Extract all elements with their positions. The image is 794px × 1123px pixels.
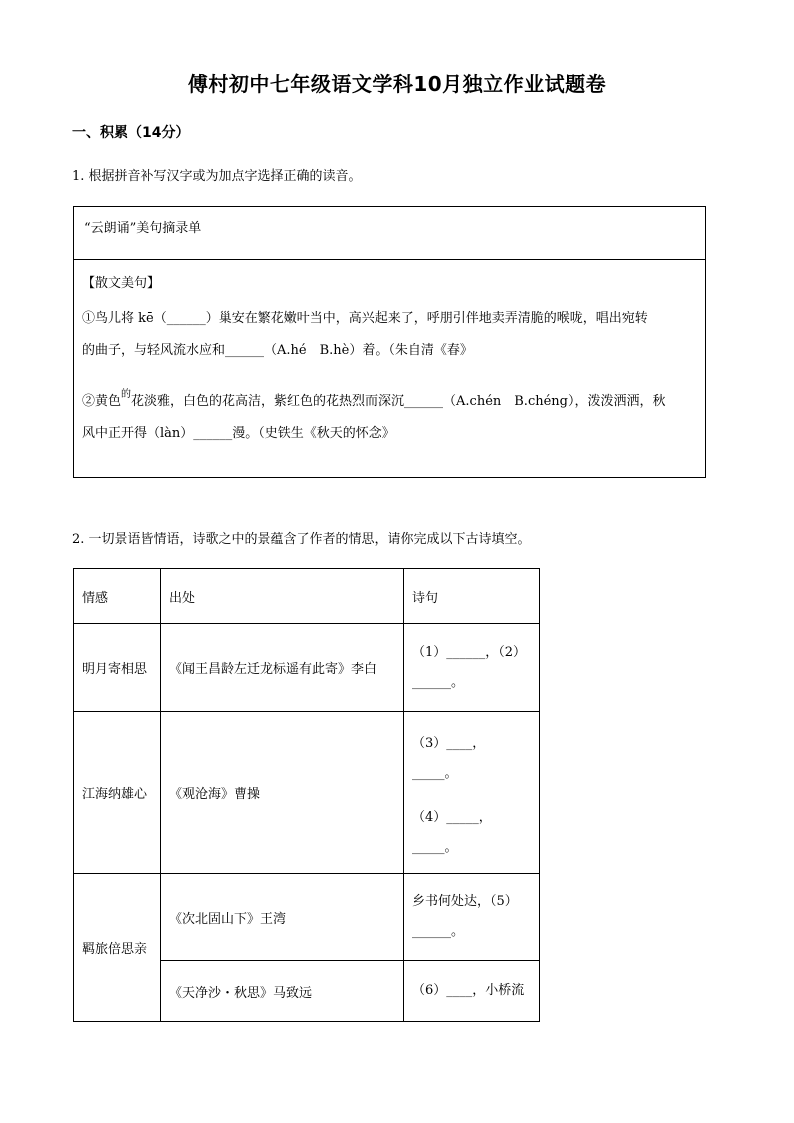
verse-line: （6）____，小桥流 bbox=[412, 983, 525, 998]
table-row bbox=[74, 874, 540, 961]
verse-cell bbox=[404, 961, 540, 1022]
emotion-cell: 羁旅倍思亲 bbox=[74, 874, 161, 1022]
verse-line: _____。 bbox=[412, 839, 458, 855]
verse-cell bbox=[404, 712, 540, 874]
paragraph-2-line-1-rest: 花淡雅，白色的花高洁，紫红色的花热烈而深沉______（A.chén B.chéng），泼泼洒洒，秋 bbox=[131, 394, 666, 409]
verse-line: ______。 bbox=[412, 924, 465, 939]
excerpt-paragraph-1 bbox=[82, 303, 695, 367]
header-emotion: 情感 bbox=[74, 569, 161, 624]
paragraph-2-line-2: 风中正开得（làn）______漫。（史铁生《秋天的怀念》 bbox=[82, 426, 395, 441]
question-1-prompt: 1. 根据拼音补写汉字或为加点字选择正确的读音。 bbox=[72, 169, 362, 184]
excerpt-paragraph-2 bbox=[82, 379, 695, 450]
paragraph-1-line-2: 的曲子，与轻风流水应和______（A.hé B.hè）着。（朱自清《春》 bbox=[82, 343, 473, 358]
verse-cell bbox=[404, 874, 540, 961]
verse-line: （1）______，（2） bbox=[412, 644, 527, 660]
table-row bbox=[74, 712, 540, 874]
verse-line: （3）____， bbox=[412, 735, 486, 751]
question-2-prompt: 2. 一切景语皆情语，诗歌之中的景蕴含了作者的情思，请你完成以下古诗填空。 bbox=[72, 532, 531, 547]
paragraph-2-line-1 bbox=[82, 379, 695, 418]
table-header-row bbox=[74, 569, 540, 624]
emotion-cell: 江海纳雄心 bbox=[74, 712, 161, 874]
verse-line: _____。 bbox=[412, 765, 458, 781]
header-verse: 诗句 bbox=[404, 569, 540, 624]
source-cell: 《天净沙・秋思》马致远 bbox=[161, 961, 404, 1022]
paragraph-2-line-1-start: ②黄色 bbox=[82, 394, 122, 409]
document-title: 傅村初中七年级语文学科10月独立作业试题卷 bbox=[187, 72, 607, 96]
excerpt-box-title: “云朗诵”美句摘录单 bbox=[74, 207, 705, 260]
excerpt-box bbox=[73, 206, 706, 478]
poetry-table bbox=[73, 568, 540, 1022]
table-row bbox=[74, 624, 540, 712]
source-cell: 《观沧海》曹操 bbox=[161, 712, 404, 874]
source-cell: 《闻王昌龄左迁龙标遥有此寄》李白 bbox=[161, 624, 404, 712]
verse-line: （4）_____， bbox=[412, 809, 492, 825]
paragraph-1-line-1: ①鸟儿将 kē（______）巢安在繁花嫩叶当中，高兴起来了，呼朋引伴地卖弄清脆的喉咙，唱出宛转 bbox=[82, 311, 648, 326]
verse-line: 乡书何处达，（5） bbox=[412, 894, 518, 909]
raised-character: 的 bbox=[121, 389, 132, 400]
excerpt-box-body bbox=[74, 260, 705, 450]
emotion-cell: 明月寄相思 bbox=[74, 624, 161, 712]
source-cell: 《次北固山下》王湾 bbox=[161, 874, 404, 961]
verse-cell bbox=[404, 624, 540, 712]
verse-line: ______。 bbox=[412, 674, 465, 690]
header-source: 出处 bbox=[161, 569, 404, 624]
section-heading: 一、积累（14分） bbox=[72, 125, 190, 141]
excerpt-subtitle: 【散文美句】 bbox=[82, 276, 161, 291]
